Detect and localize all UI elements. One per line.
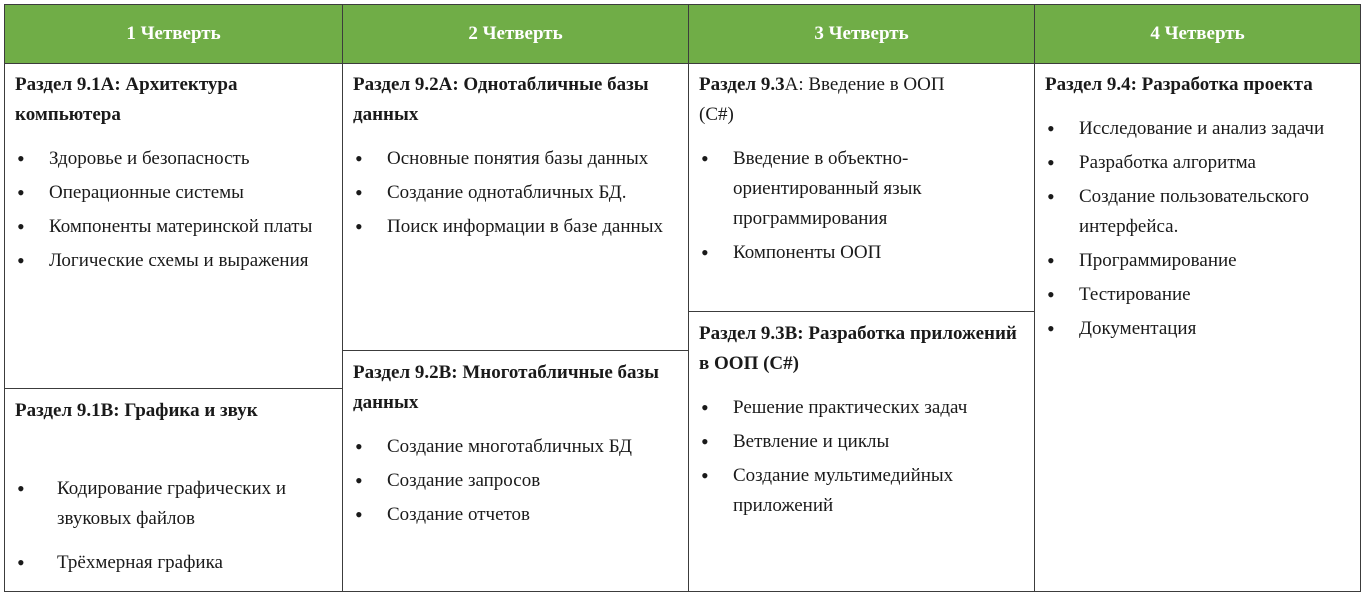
section-title-part: А: Введение в ООП — [784, 74, 945, 95]
header-quarter-4: 4 Четверть — [1035, 5, 1360, 63]
topic-list — [699, 393, 1024, 521]
column-quarter-2 — [343, 63, 688, 591]
list-item: • Основные понятия базы данных — [353, 144, 678, 174]
section-9-2a — [343, 63, 688, 246]
section-title-part: Раздел 9.3 — [699, 74, 785, 95]
list-item: • Создание запросов — [353, 466, 678, 496]
list-item: • Создание однотабличных БД. — [353, 178, 678, 208]
column-quarter-1 — [5, 63, 342, 591]
list-item: • Разработка алгоритма — [1045, 148, 1350, 178]
list-item: • Тестирование — [1045, 280, 1350, 310]
list-item: • Создание мультимедийных приложений — [699, 461, 1024, 521]
section-title: Раздел 9.4: Разработка проекта — [1045, 74, 1313, 95]
list-item: • Здоровье и безопасность — [15, 144, 332, 174]
column-quarter-4 — [1035, 63, 1360, 591]
section-9-1a — [5, 63, 342, 280]
list-item: • Создание пользовательского интерфейса. — [1045, 182, 1350, 242]
list-item: • Компоненты материнской платы — [15, 212, 332, 242]
curriculum-table — [4, 4, 1361, 592]
section-9-4 — [1035, 63, 1360, 348]
column-quarter-3 — [689, 63, 1034, 591]
list-item: • Решение практических задач — [699, 393, 1024, 423]
section-title: Раздел 9.1А: Архитектура компьютера — [15, 74, 238, 125]
list-item: • Ветвление и циклы — [699, 427, 1024, 457]
section-title: Раздел 9.2В: Многотабличные базы данных — [353, 362, 659, 413]
section-title-part: (С#) — [699, 104, 734, 125]
topic-list — [699, 144, 1024, 268]
list-item: • Программирование — [1045, 246, 1350, 276]
list-item: • Поиск информации в базе данных — [353, 212, 678, 242]
list-item: • Создание многотабличных БД — [353, 432, 678, 462]
section-9-3a — [689, 63, 1034, 272]
list-item: • Создание отчетов — [353, 500, 678, 530]
topic-list — [15, 144, 332, 276]
section-9-3b — [689, 312, 1034, 525]
topic-list — [1045, 114, 1350, 344]
header-quarter-1: 1 Четверть — [5, 5, 342, 63]
section-title: Раздел 9.1В: Графика и звук — [15, 400, 258, 421]
section-9-1b — [5, 389, 342, 592]
list-item: • Логические схемы и выражения — [15, 246, 332, 276]
list-item: • Компоненты ООП — [699, 238, 1024, 268]
topic-list — [15, 474, 336, 578]
list-item: • Кодирование графических и звуковых файлов — [15, 474, 336, 534]
header-quarter-3: 3 Четверть — [689, 5, 1034, 63]
list-item: • Документация — [1045, 314, 1350, 344]
section-title — [699, 70, 1024, 130]
list-item: • Трёхмерная графика — [15, 548, 336, 578]
section-title: Раздел 9.3В: Разработка приложений в ООП (С#) — [699, 323, 1017, 374]
header-quarter-2: 2 Четверть — [343, 5, 688, 63]
list-item: • Операционные системы — [15, 178, 332, 208]
section-title: Раздел 9.2А: Однотабличные базы данных — [353, 74, 649, 125]
topic-list — [353, 144, 678, 242]
list-item: • Введение в объектно-ориентированный язык программирования — [699, 144, 1024, 234]
list-item: • Исследование и анализ задачи — [1045, 114, 1350, 144]
topic-list — [353, 432, 678, 530]
section-9-2b — [343, 351, 688, 534]
